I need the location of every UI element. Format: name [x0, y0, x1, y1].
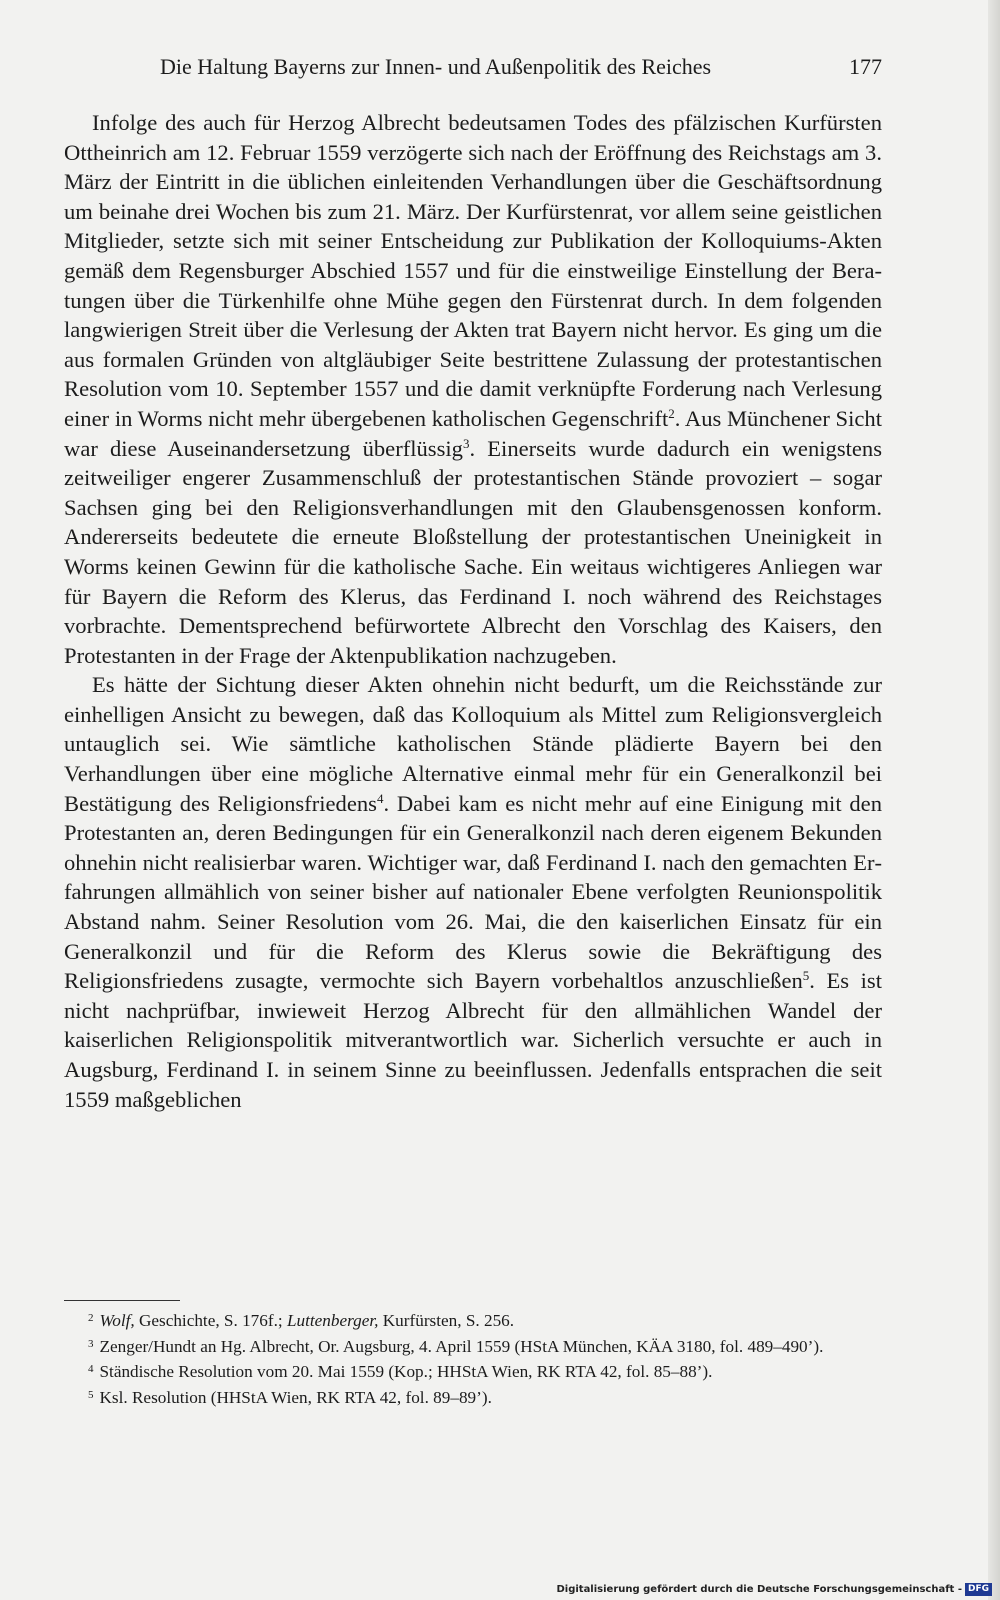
footnote-5 — [64, 1384, 882, 1410]
paragraph-2 — [64, 670, 882, 1114]
footnote-4 — [64, 1358, 882, 1384]
paragraph-2-part-a: Es hätte der Sichtung dieser Akten ohnehin nicht bedurft, um die Reichsstände zur einhelligen Ansicht zu bewegen, daß das Kolloquium als Mittel zum Religionsvergleich untauglich sei. Wie sämtliche katholischen Stände plädierte Bayern bei den Verhandlungen über eine mögliche Alternative einmal mehr für ein Generalkonzil bei Bestätigung des Religionsfriedens — [64, 672, 882, 816]
footnote-mark-5: 5 — [88, 1388, 94, 1401]
paragraph-1 — [64, 108, 882, 670]
paragraph-1-part-a: Infolge des auch für Herzog Albrecht bedeutsamen Todes des pfälzischen Kurfürsten Ottheinrich am 12. Februar 1559 verzögerte sich nach der Eröffnung des Reichstags am 3. März der Eintritt in die üblichen einleitenden Verhandlungen über die Geschäftsordnung um beinahe drei Wochen bis zum 21. März. Der Kurfürstenrat, vor allem seine geistlichen Mitglieder, setzte sich mit seiner Entscheidung zur Publikation der Kolloquiums-Akten gemäß dem Regensburger Abschied 1557 und für die einstweilige Einstellung der Beratungen über die Türkenhilfe ohne Mühe gegen den Fürstenrat durch. In dem folgenden langwierigen Streit über die Verlesung der Akten trat Bayern nicht hervor. Es ging um die aus formalen Gründen von altgläubiger Seite bestrittene Zulassung der protestantischen Resolution vom 10. September 1557 und die damit verknüpfte Forderung nach Verlesung einer in Worms nicht mehr übergebenen katholischen Gegenschrift — [64, 110, 882, 431]
footnote-mark-4: 4 — [88, 1363, 94, 1376]
running-head-title: Die Haltung Bayerns zur Innen- und Außenpolitik des Reiches — [160, 54, 712, 79]
paragraph-2-part-b: . Dabei kam es nicht mehr auf eine Einigung mit den Protestanten an, deren Bedingungen für ein Generalkonzil nach deren eigenem Bekunden ohnehin nicht realisierbar waren. Wichtiger war, daß Ferdinand I. nach den gemachten Erfahrungen allmählich von seiner bisher auf nationaler Ebene verfolgten Reunionspolitik Abstand nahm. Seiner Resolution vom 26. Mai, die den kaiserlichen Einsatz für ein Generalkonzil und für die Reform des Klerus sowie die Bekräftigung des Religionsfriedens zusagte, vermochte sich Bayern vorbehaltlos anzuschließen — [64, 790, 882, 994]
footnote-mark-2: 2 — [88, 1312, 94, 1324]
credit-text: Digitalisierung gefördert durch die Deutsche Forschungsgemeinschaft - — [556, 1584, 962, 1595]
paragraph-1-part-c: . Einerseits wurde dadurch ein wenigstens zeitweiliger engerer Zusammenschluß der protestantischen Stände provoziert – sogar Sachsen ging bei den Religionsverhandlungen mit den Glaubensgenossen konform. Andererseits bedeutete die erneute Bloßstellung der protestantischen Uneinigkeit in Worms keinen Gewinn für die katholische Sache. Ein weitaus wichtigeres Anliegen war für Bayern die Reform des Klerus, das Ferdinand I. noch während des Reichstages vorbrachte. Dementsprechend befürwortete Albrecht den Vorschlag des Kaisers, den Protestanten in der Frage der Aktenpublikation nachzugeben. — [64, 435, 883, 668]
scan-page-edge — [988, 0, 1000, 1600]
footnotes — [64, 1307, 882, 1409]
paragraph-1-part-b: . Aus Münchener Sicht war diese Auseinandersetzung überflüssig — [64, 405, 882, 461]
footnote-5-text: Ksl. Resolution (HHStA Wien, RK RTA 42, fol. 89–89’). — [99, 1387, 492, 1407]
footnote-divider — [64, 1300, 180, 1301]
footnote-3-text: Zenger/Hundt an Hg. Albrecht, Or. Augsburg, 4. April 1559 (HStA München, KÄA 3180, fol. 489–490’). — [99, 1336, 824, 1356]
footnote-ref-3[interactable]: 3 — [462, 435, 470, 451]
digitization-credit — [556, 1583, 992, 1596]
footnote-2-author-1: Wolf, — [99, 1311, 135, 1330]
main-text — [64, 108, 882, 1114]
footnote-2 — [64, 1307, 882, 1333]
dfg-logo-icon: DFG — [965, 1583, 992, 1596]
footnote-ref-2[interactable]: 2 — [668, 405, 675, 421]
footnote-2-text-2: Kurfürsten, S. 256. — [378, 1311, 515, 1330]
page-number: 177 — [849, 54, 882, 79]
footnote-2-text-1: Geschichte, S. 176f.; — [134, 1311, 287, 1330]
paragraph-2-part-c: . Es ist nicht nachprüfbar, inwieweit Herzog Albrecht für den allmählichen Wandel der kaiserlichen Religionspolitik mitverantwortlich war. Sicherlich versuchte er auch in Augsburg, Ferdinand I. in seinem Sinne zu beeinflussen. Jedenfalls entsprachen die seit 1559 maßgeblichen — [64, 968, 882, 1112]
footnote-3 — [64, 1333, 882, 1359]
footnote-ref-4[interactable]: 4 — [376, 790, 384, 806]
footnote-ref-5[interactable]: 5 — [802, 968, 810, 984]
footnote-4-text: Ständische Resolution vom 20. Mai 1559 (Kop.; HHStA Wien, RK RTA 42, fol. 85–88’). — [99, 1362, 713, 1382]
footnote-2-author-2: Luttenberger, — [286, 1311, 379, 1330]
footnote-mark-3: 3 — [88, 1337, 94, 1350]
